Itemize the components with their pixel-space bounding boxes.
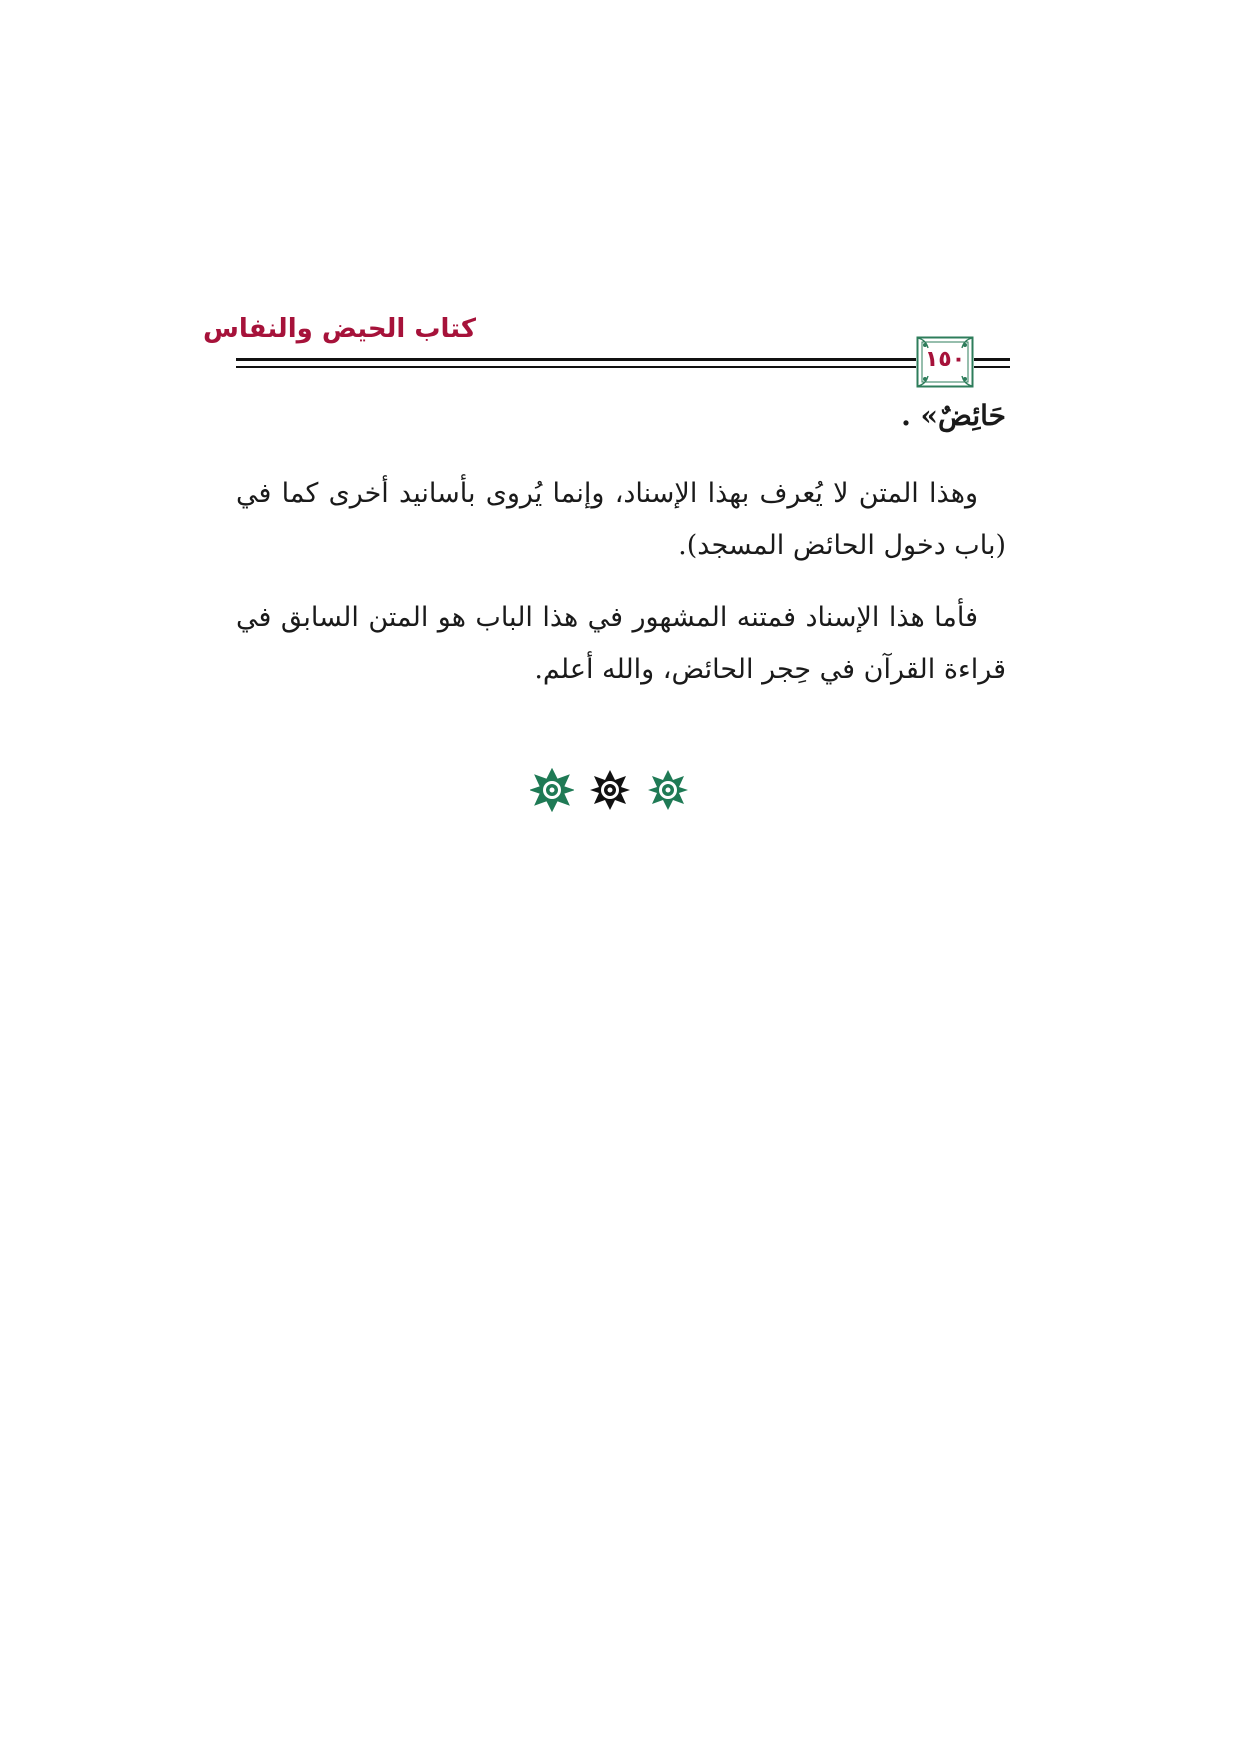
flower-ornament-icon xyxy=(646,768,690,812)
section-divider-ornaments xyxy=(520,768,700,814)
paragraph-2 xyxy=(236,592,1006,696)
header-rule-top xyxy=(236,358,991,361)
paragraph-1 xyxy=(236,468,1006,572)
running-title: كتاب الحيض والنفاس xyxy=(202,314,476,344)
header-rule-right-bottom xyxy=(980,366,1010,368)
paragraph-1-text: وهذا المتن لا يُعرف بهذا الإسناد، وإنما يُروى بأسانيد أخرى كما في (باب دخول الحائض المسجد). xyxy=(236,478,1006,561)
paragraph-2-text: فأما هذا الإسناد فمتنه المشهور في هذا الباب هو المتن السابق في قراءة القرآن في حِجر الحائض، والله أعلم. xyxy=(236,602,1006,685)
header-rule-bottom xyxy=(236,366,991,368)
page-number: ١٥٠ xyxy=(924,347,966,372)
header-rule-right-top xyxy=(980,358,1010,361)
page-number-badge xyxy=(916,336,974,388)
text-fragment: حَائِضٌ» . xyxy=(901,399,1006,432)
flower-ornament-icon xyxy=(588,768,632,812)
flower-ornament-icon xyxy=(530,768,574,812)
